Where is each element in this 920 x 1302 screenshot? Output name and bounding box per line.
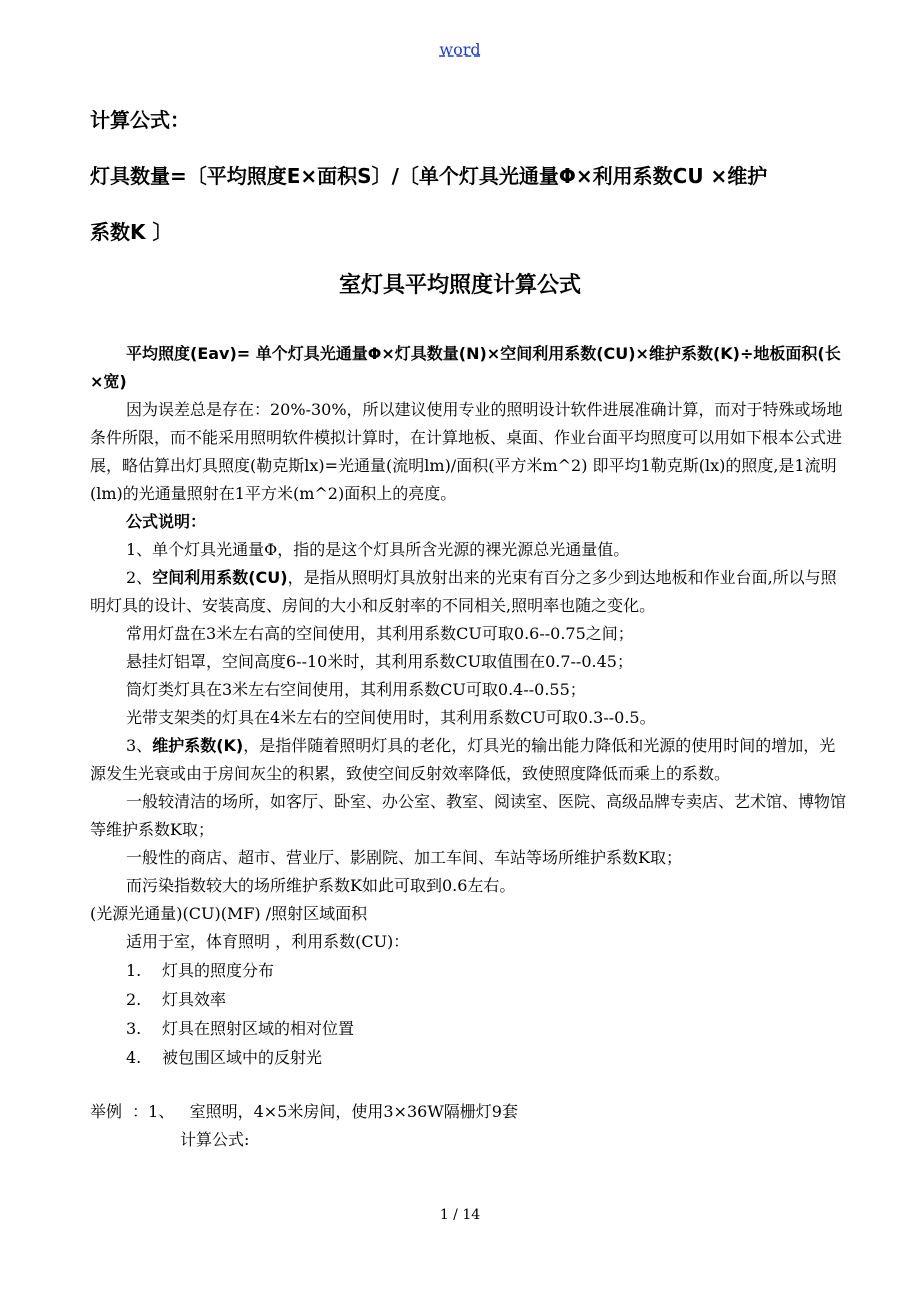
list-item xyxy=(90,1043,850,1072)
list-item-text: 灯具效率 xyxy=(162,990,227,1009)
list-item-number: 1. xyxy=(126,961,142,980)
k-line-1: 一般较清洁的场所，如客厅、卧室、办公室、教室、阅读室、医院、高级品牌专卖店、艺术馆、博物馆等维护系数K取； xyxy=(90,792,847,839)
cu-line-2: 悬挂灯铝罩，空间高度6--10米时，其利用系数CU取值围在0.7--0.45； xyxy=(126,652,633,671)
list-item-text: 被包围区域中的反射光 xyxy=(162,1048,323,1067)
list-item-number: 3. xyxy=(126,1019,142,1038)
short-formula: (光源光通量)(CU)(MF) /照射区域面积 xyxy=(90,904,368,923)
page-number: 1 / 14 xyxy=(439,1207,481,1223)
item-2 xyxy=(90,564,850,620)
item-1: 1、单个灯具光通量Φ，指的是这个灯具所含光源的裸光源总光通量值。 xyxy=(126,540,630,559)
document-body xyxy=(90,340,850,1154)
item-3 xyxy=(90,732,850,788)
list-item-number: 2. xyxy=(126,990,142,1009)
list-item-text: 灯具的照度分布 xyxy=(162,961,275,980)
list-item xyxy=(90,985,850,1014)
item-3-rest: ，是指伴随着照明灯具的老化，灯具光的输出能力降低和光源的使用时间的增加，光源发生光衰或由于房间灰尘的积累，致使空间反射效率降低，致使照度降低而乘上的系数。 xyxy=(90,736,836,783)
item-3-term: 维护系数(K) xyxy=(152,736,244,755)
cu-intro: 适用于室，体育照明 ，利用系数(CU)： xyxy=(126,932,410,951)
list-item-text: 灯具在照射区域的相对位置 xyxy=(162,1019,355,1038)
list-item xyxy=(90,1014,850,1043)
example-line: 举例 ：1、 室照明，4×5米房间，使用3×36W隔栅灯9套 xyxy=(90,1102,518,1121)
formula-line-2: 系数K 〕 xyxy=(90,220,173,244)
item-2-prefix: 2、 xyxy=(126,568,153,587)
item-2-term: 空间利用系数(CU) xyxy=(152,568,288,587)
formula-line-1: 灯具数量=〔平均照度E×面积S〕/〔单个灯具光通量Φ×利用系数CU ×维护 xyxy=(90,164,768,188)
explain-label: 公式说明： xyxy=(126,512,207,531)
example-calc-label: 计算公式: xyxy=(180,1130,250,1149)
cu-line-3: 筒灯类灯具在3米左右空间使用，其利用系数CU可取0.4--0.55； xyxy=(126,680,586,699)
cu-line-1: 常用灯盘在3米左右高的空间使用，其利用系数CU可取0.6--0.75之间； xyxy=(126,624,634,643)
item-2-rest: ，是指从照明灯具放射出来的光束有百分之多少到达地板和作业台面,所以与照明灯具的设计、安装高度、房间的大小和反射率的不同相关,照明率也随之变化。 xyxy=(90,568,837,615)
list-item xyxy=(90,956,850,985)
formula-heading: 计算公式： xyxy=(90,108,190,132)
list-item-number: 4. xyxy=(126,1048,142,1067)
section-title: 室灯具平均照度计算公式 xyxy=(338,273,581,298)
cu-line-4: 光带支架类的灯具在4米左右的空间使用时，其利用系数CU可取0.3--0.5。 xyxy=(126,708,656,727)
header-link[interactable]: word xyxy=(439,40,481,59)
intro-paragraph: 因为误差总是存在：20%-30%，所以建议使用专业的照明设计软件进展准确计算，而对于特殊或场地条件所限，而不能采用照明软件模拟计算时，在计算地板、桌面、作业台面平均照度可以用如下根本公式进展，略估算出灯具照度(勒克斯lx)=光通量(流明lm)/面积(平方米m^2) 即平均1勒克斯(lx)的照度,是1流明(lm)的光通量照射在1平方米(m^2)面积上的亮度。 xyxy=(90,400,843,503)
eav-formula: 平均照度(Eav)= 单个灯具光通量Φ×灯具数量(N)×空间利用系数(CU)×维护系数(K)÷地板面积(长×宽) xyxy=(90,344,841,391)
k-line-3: 而污染指数较大的场所维护系数K如此可取到0.6左右。 xyxy=(126,876,516,895)
k-line-2: 一般性的商店、超市、营业厅、影剧院、加工车间、车站等场所维护系数K取； xyxy=(126,848,682,867)
item-3-prefix: 3、 xyxy=(126,736,153,755)
